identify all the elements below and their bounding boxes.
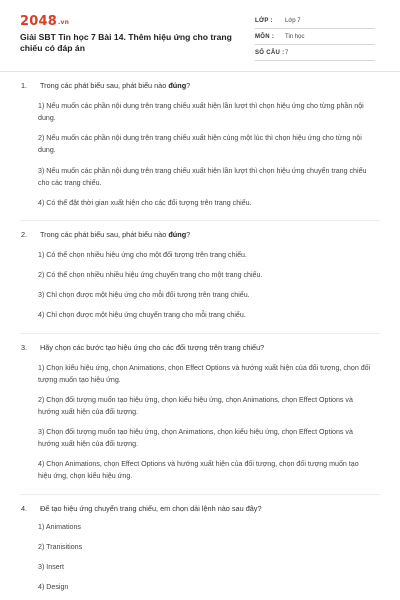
divider — [20, 333, 380, 334]
meta-row-subject — [255, 31, 375, 45]
meta-key: SỐ CÂU : — [255, 50, 285, 56]
meta-row-question-count — [255, 47, 375, 61]
answer-option: 3) Insert — [38, 563, 65, 571]
answer-option: 1) Nếu muốn các phần nội dung trên trang chiếu xuất hiện lần lượt thì chọn hiệu ứng cho từng phần nội dung. — [38, 102, 364, 122]
question-number: 1. — [21, 81, 28, 90]
divider — [20, 220, 380, 221]
question-stem: Trong các phát biểu sau, phát biểu nào đúng? — [40, 81, 191, 90]
page-header — [0, 0, 400, 72]
question-stem: Để tạo hiệu ứng chuyển trang chiếu, em chọn dải lệnh nào sau đây? — [40, 504, 262, 513]
divider — [20, 494, 380, 495]
meta-key: LỚP : — [255, 18, 273, 24]
question-stem: Trong các phát biểu sau, phát biểu nào đúng? — [40, 230, 191, 239]
meta-row-grade — [255, 15, 375, 29]
answer-option: 1) Animations — [38, 523, 81, 531]
answer-option: 4) Chỉ chọn được một hiệu ứng chuyển trang cho mỗi trang chiếu. — [38, 311, 246, 319]
meta-value: Lớp 7 — [285, 18, 301, 24]
answer-option: 1) Có thể chọn nhiều hiệu ứng cho một đối tượng trên trang chiếu. — [38, 251, 247, 259]
meta-key: MÔN : — [255, 34, 275, 40]
meta-value: Tin học — [285, 34, 305, 40]
meta-value: 7 — [285, 50, 289, 56]
answer-option: 1) Chọn kiểu hiệu ứng, chọn Animations, chọn Effect Options và hướng xuất hiện của đối tượng, chọn đối tượng muốn tạo hiệu ứng. — [38, 364, 371, 384]
question-stem: Hãy chọn các bước tạo hiệu ứng cho các đối tượng trên trang chiếu? — [40, 343, 265, 352]
answer-option: 4) Chọn Animations, chọn Effect Options và hướng xuất hiện của đối tượng, chọn đối tượng muốn tạo hiệu ứng, chọn kiểu hiệu ứng. — [38, 460, 359, 480]
answer-option: 2) Nếu muốn các phần nội dung trên trang chiếu xuất hiện cùng một lúc thì chọn hiệu ứng cho từng nội dung. — [38, 134, 362, 154]
answer-option: 4) Design — [38, 583, 69, 591]
answer-option: 3) Nếu muốn các phần nội dung trên trang chiếu xuất hiện lần lượt thì chọn hiệu ứng chuyển trang chiếu cho các trang chiếu. — [38, 167, 367, 187]
question-number: 4. — [21, 504, 28, 513]
answer-option: 3) Chỉ chọn được một hiệu ứng cho mỗi đối tượng trên trang chiếu. — [38, 291, 250, 299]
answer-option: 2) Tranisitions — [38, 543, 83, 551]
answer-option: 4) Có thể đặt thời gian xuất hiện cho các đối tượng trên trang chiếu. — [38, 199, 252, 207]
answer-option: 2) Có thể chọn nhiều nhiều hiệu ứng chuyển trang cho một trang chiếu. — [38, 271, 263, 279]
answer-option: 2) Chọn đối tượng muốn tạo hiệu ứng, chọn kiểu hiệu ứng, chọn Animations, chọn Effect Options và hướng xuất hiện của đối tượng. — [38, 396, 353, 416]
question-number: 3. — [21, 343, 28, 352]
answer-option: 3) Chọn đối tượng muốn tạo hiệu ứng, chọn Animations, chọn kiểu hiệu ứng, chọn Effect Options và hướng xuất hiện của đối tượng. — [38, 428, 353, 448]
question-number: 2. — [21, 230, 28, 239]
site-logo[interactable]: 2048.vn — [20, 14, 70, 29]
document-title: Giải SBT Tin học 7 Bài 14. Thêm hiệu ứng cho trang chiếu có đáp án — [20, 32, 232, 53]
